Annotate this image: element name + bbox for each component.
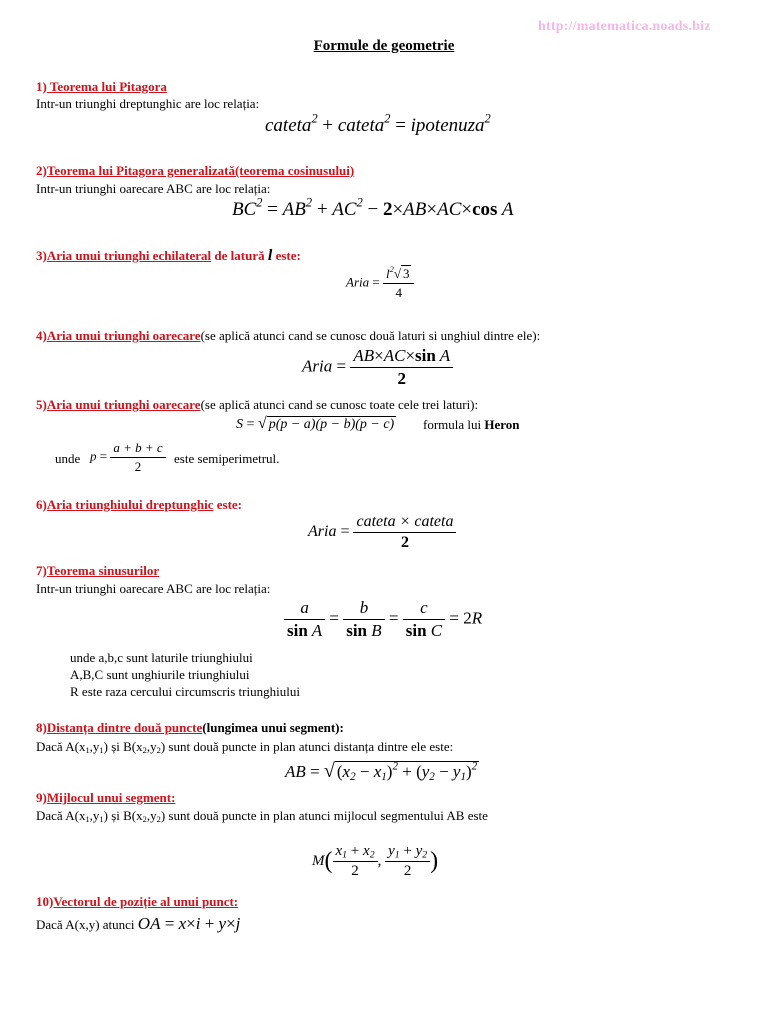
- formula-operator: =: [390, 115, 411, 136]
- section-1-title: Teorema lui Pitagora: [46, 79, 167, 94]
- formula-term: x: [342, 762, 351, 781]
- section-2-text: Intr-un triunghi oarecare ABC are loc relația:: [36, 181, 271, 196]
- section-5-title: Aria unui triunghi oarecare: [46, 397, 201, 412]
- formula-operator: =: [369, 274, 383, 290]
- exponent: 2: [392, 760, 398, 773]
- section-8-subtitle: (lungimea unui segment):: [202, 720, 344, 735]
- text-part: ,y: [89, 808, 100, 823]
- section-3-end: este:: [272, 248, 301, 263]
- formula-term: y: [452, 762, 461, 781]
- formula-operator: =: [96, 448, 111, 464]
- formula-term: BC: [232, 199, 257, 220]
- section-3-heading: [36, 247, 301, 265]
- formula-term: AB: [282, 199, 306, 220]
- fraction: [385, 843, 430, 880]
- section-4-title: Aria unui triunghi oarecare: [46, 328, 201, 343]
- formula-term: S: [236, 417, 243, 432]
- formula-term: y: [421, 762, 430, 781]
- section-6-heading: [36, 497, 242, 513]
- subscript: 1: [85, 745, 90, 756]
- subscript: 2: [156, 745, 161, 756]
- formula-operator: +: [312, 199, 333, 220]
- exponent: 2: [389, 264, 394, 275]
- formula-operator: +: [397, 762, 417, 781]
- formula-operator: ×: [374, 346, 384, 365]
- formula-coefficient: 2: [382, 199, 393, 220]
- fraction: [343, 598, 384, 641]
- fraction-denominator: 2: [333, 861, 378, 880]
- semiperimeter-text: este semiperimetrul.: [174, 451, 280, 466]
- section-1-number: 1): [36, 79, 47, 94]
- formula-term: y: [415, 843, 423, 859]
- section-9-text: [36, 808, 488, 824]
- section-8-heading: [36, 720, 344, 736]
- section-7-text: Intr-un triunghi oarecare ABC are loc relația:: [36, 581, 271, 596]
- heron-label: [423, 417, 520, 433]
- formula-term: A: [497, 199, 514, 220]
- section-3-number: 3): [36, 248, 47, 263]
- fraction: [383, 266, 414, 301]
- sqrt-radicand: $(x_2 - x_1)^2 + (y_2 - y_1)^2$: [336, 760, 478, 783]
- formula-term: Aria: [346, 274, 370, 290]
- fraction: [110, 440, 165, 475]
- section-8-title: Distanța dintre două puncte: [46, 720, 203, 735]
- formula-operator: =: [243, 417, 258, 432]
- section-5-heading: [36, 397, 478, 413]
- sqrt-radicand: p(p − a)(p − b)(p − c): [268, 417, 395, 432]
- section-1-formula: [265, 111, 491, 137]
- formula-term: AB: [353, 346, 375, 365]
- section-7-title: Teorema sinusurilor: [46, 563, 160, 578]
- formula-operator: ×: [426, 199, 438, 220]
- formula-term: x: [363, 843, 370, 859]
- text-part: ) sunt două puncte in plan atunci mijlocul segmentului AB este: [160, 808, 488, 823]
- formula-operator: =: [336, 523, 354, 541]
- text-part: Dacă A(x: [36, 739, 86, 754]
- subscript: 2: [156, 814, 161, 825]
- section-6-number: 6): [36, 497, 47, 512]
- section-3-title: Aria unui triunghi echilateral: [46, 248, 212, 263]
- formula-term: p: [90, 448, 97, 464]
- fraction-numerator: a + b + c: [113, 440, 163, 455]
- text-part: ) sunt două puncte in plan atunci distanța dintre ele este:: [160, 739, 454, 754]
- section-2-number: 2): [36, 163, 47, 178]
- section-6-end: este:: [213, 497, 242, 512]
- section-4-heading: [36, 328, 540, 344]
- formula-operator: =: [305, 762, 324, 781]
- formula-function: sin: [415, 346, 436, 365]
- section-9-number: 9): [36, 790, 47, 805]
- formula-separator: ,: [377, 852, 386, 869]
- formula-operator: ×: [392, 199, 404, 220]
- section-5-semiperimeter-formula: [90, 440, 166, 475]
- formula-term: j: [235, 914, 241, 933]
- formula-operator: +: [399, 843, 416, 859]
- fraction-numerator: b: [359, 598, 369, 617]
- fraction-denominator: 2: [110, 457, 165, 475]
- fraction: [284, 598, 325, 641]
- exponent: 2: [484, 111, 491, 126]
- exponent: 2: [256, 195, 263, 210]
- fraction-denominator: [284, 619, 325, 641]
- formula-function: cos: [472, 199, 498, 220]
- exponent: 2: [384, 111, 391, 126]
- section-9-title: Mijlocul unui segment:: [46, 790, 176, 805]
- section-7-line-3: R este raza cercului circumscris triunghiului: [70, 684, 300, 699]
- formula-term: y: [388, 843, 395, 859]
- page-title: Formule de geometrie: [313, 38, 455, 54]
- subscript: 1: [99, 745, 104, 756]
- formula-term: AB: [285, 762, 306, 781]
- fraction-denominator: [403, 619, 445, 641]
- section-10-text: Dacă A(x,y) atunci: [36, 917, 138, 932]
- section-7-line-1: unde a,b,c sunt laturile triunghiului: [70, 650, 253, 665]
- formula-term: AC: [437, 199, 462, 220]
- section-7-line-2: A,B,C sunt unghiurile triunghiului: [70, 667, 250, 682]
- fraction-numerator: cateta × cateta: [356, 513, 454, 530]
- formula-function: sin: [287, 621, 308, 640]
- section-9-heading: [36, 790, 175, 806]
- subscript: 2: [422, 849, 428, 861]
- formula-term: Aria: [302, 356, 333, 376]
- formula-operator: =: [384, 608, 403, 628]
- section-10-formula: [138, 914, 241, 933]
- fraction-numerator: [383, 266, 414, 283]
- fraction: [333, 843, 378, 880]
- formula-operator: ×: [186, 914, 196, 933]
- subscript: 2: [350, 770, 356, 783]
- formula-term: Aria: [308, 523, 337, 541]
- formula-term: cateta: [337, 115, 385, 136]
- formula-term: y: [218, 914, 227, 933]
- section-7-heading: [36, 563, 159, 579]
- formula-term: cateta: [265, 115, 312, 136]
- formula-operator: =: [262, 199, 283, 220]
- formula-function: sin: [346, 621, 368, 640]
- fraction-numerator: [385, 843, 430, 861]
- section-5-heron-formula: [236, 415, 396, 433]
- section-4-number: 4): [36, 328, 47, 343]
- formula-operator: −: [355, 762, 374, 781]
- section-3-formula: [346, 266, 414, 301]
- text-part: ,y: [146, 739, 157, 754]
- formula-term: R: [471, 608, 483, 628]
- formula-term: AC: [383, 346, 406, 365]
- text-part: ) și B(x: [103, 808, 143, 823]
- formula-term: ipotenuza: [410, 115, 485, 136]
- formula-term: x: [178, 914, 187, 933]
- section-2-formula: [232, 195, 514, 221]
- formula-term: A: [307, 621, 323, 640]
- heron-name: Heron: [484, 417, 520, 432]
- subscript: 1: [99, 814, 104, 825]
- section-2-title: Teorema lui Pitagora generalizată(teorema cosinusului): [46, 163, 355, 178]
- formula-term: x: [335, 843, 343, 859]
- site-url[interactable]: http://matematica.noads.biz: [538, 19, 711, 34]
- subscript: 2: [429, 770, 435, 783]
- formula-operator: =: [325, 608, 344, 628]
- subscript: 2: [142, 814, 147, 825]
- fraction-denominator: [343, 619, 384, 641]
- formula-operator: +: [347, 843, 364, 859]
- sqrt-sign: √: [257, 415, 267, 432]
- text-part: ,y: [146, 808, 157, 823]
- formula-operator: −: [362, 199, 383, 220]
- text-part: Dacă A(x: [36, 808, 86, 823]
- sqrt-sign: √: [323, 760, 335, 782]
- section-6-formula: [308, 513, 456, 552]
- formula-term: x: [373, 762, 382, 781]
- formula-operator: ×: [405, 346, 416, 365]
- section-7-formula: [284, 598, 482, 641]
- fraction-numerator: [350, 346, 453, 367]
- fraction: [350, 346, 453, 389]
- fraction-denominator: 2: [353, 532, 456, 552]
- fraction: [403, 598, 445, 641]
- formula-term: AC: [332, 199, 357, 220]
- section-3-rest: de latură: [211, 248, 268, 263]
- section-8-text: [36, 739, 453, 755]
- exponent: 2: [311, 111, 318, 126]
- formula-operator: ×: [461, 199, 473, 220]
- section-10-number: 10): [36, 894, 54, 909]
- formula-operator: =: [332, 356, 351, 376]
- formula-term: M: [312, 852, 325, 869]
- fraction-numerator: a: [300, 598, 309, 617]
- section-10-heading: [36, 894, 238, 910]
- formula-operator: +: [317, 115, 338, 136]
- unde-label: unde: [55, 451, 81, 466]
- subscript: 1: [381, 770, 387, 783]
- fraction-denominator: 2: [385, 861, 430, 880]
- section-4-note: (se aplică atunci cand se cunosc două laturi si unghiul dintre ele):: [200, 328, 541, 343]
- section-10-title: Vectorul de poziție al unui punct:: [53, 894, 239, 909]
- formula-term: A: [435, 346, 451, 365]
- text-part: ,y: [89, 739, 100, 754]
- formula-term: C: [426, 621, 443, 640]
- formula-operator: ×: [226, 914, 236, 933]
- section-3-letter: l: [267, 247, 273, 264]
- section-1-heading: [36, 79, 167, 95]
- heron-prefix: formula lui: [423, 417, 485, 432]
- fraction-denominator: 2: [350, 367, 453, 389]
- sqrt-sign: √: [393, 266, 401, 281]
- formula-term: i: [195, 914, 201, 933]
- section-9-formula: M( $\frac{x_1 + x_2}{2}$ , $\frac{y_1 + y_2}{2}$ ): [312, 843, 439, 879]
- section-2-heading: [36, 163, 354, 179]
- section-6-title: Aria triunghiului dreptunghic: [46, 497, 214, 512]
- section-10-line: [36, 914, 240, 934]
- fraction-denominator: 4: [383, 283, 414, 301]
- formula-coefficient: 2: [463, 608, 472, 628]
- section-7-number: 7): [36, 563, 47, 578]
- formula-function: sin: [405, 621, 427, 640]
- fraction: [353, 513, 456, 552]
- section-5-number: 5): [36, 397, 47, 412]
- subscript: 2: [369, 849, 375, 861]
- subscript: 1: [394, 849, 400, 861]
- formula-operator: +: [200, 914, 219, 933]
- fraction-numerator: [333, 843, 378, 861]
- exponent: 2: [471, 760, 478, 773]
- formula-operator: −: [434, 762, 453, 781]
- sqrt-radicand: 3: [402, 266, 410, 281]
- subscript: 1: [460, 770, 466, 783]
- exponent: 2: [356, 195, 363, 210]
- section-4-formula: [302, 346, 453, 389]
- section-5-note: (se aplică atunci cand se cunosc toate cele trei laturi):: [200, 397, 479, 412]
- subscript: 1: [85, 814, 90, 825]
- exponent: 2: [305, 195, 313, 210]
- section-1-text: Intr-un triunghi dreptunghic are loc relația:: [36, 96, 260, 111]
- section-8-number: 8): [36, 720, 47, 735]
- formula-operator: =: [160, 914, 179, 933]
- section-8-formula: [285, 760, 479, 783]
- text-part: ) și B(x: [103, 739, 143, 754]
- formula-term: AB: [403, 199, 427, 220]
- subscript: 1: [342, 849, 348, 861]
- subscript: 2: [142, 745, 147, 756]
- fraction-numerator: c: [420, 598, 428, 617]
- formula-operator: =: [445, 608, 464, 628]
- formula-term: OA: [137, 914, 161, 933]
- formula-term: l: [385, 266, 390, 281]
- formula-term: B: [367, 621, 382, 640]
